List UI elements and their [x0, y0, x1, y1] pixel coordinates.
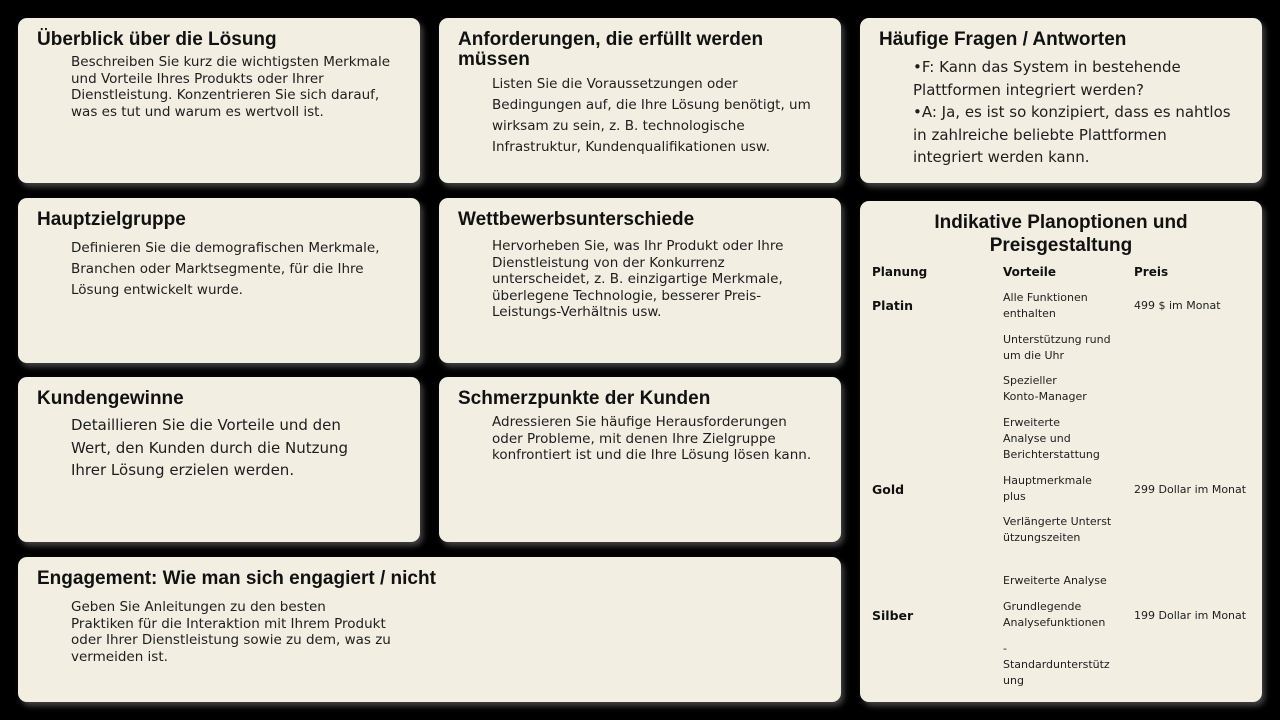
faq-body	[913, 56, 1238, 169]
plan-price-silber: 199 Dollar im Monat	[1134, 609, 1247, 622]
engagement-card	[18, 557, 841, 702]
pains-title: Schmerzpunkte der Kunden	[458, 388, 711, 409]
plan-benefit: Alle Funktionen enthalten	[1003, 291, 1088, 320]
pains-card	[439, 377, 841, 542]
gains-body: Detaillieren Sie die Vorteile und den Wert, den Kunden durch die Nutzung Ihrer Lösung erzielen werden.	[71, 416, 349, 479]
pricing-card	[860, 201, 1262, 702]
overview-body: Beschreiben Sie kurz die wichtigsten Merkmale und Vorteile Ihres Produkts oder Ihrer Dienstleistung. Konzentrieren Sie sich darauf, was es tut und warum es wertvoll ist.	[71, 54, 390, 120]
requirements-title: Anforderungen, die erfüllt werden müssen	[458, 29, 764, 70]
engagement-body: Geben Sie Anleitungen zu den besten Praktiken für die Interaktion mit Ihrem Produkt oder Ihrer Dienstleistung sowie zu dem, was zu vermeiden ist.	[71, 599, 391, 665]
pricing-title-line2: Preisgestaltung	[989, 235, 1133, 256]
pricing-header-benefits: Vorteile	[1003, 265, 1057, 279]
competition-card	[439, 198, 841, 363]
plan-benefit: Verlängerte Unterstützungszeiten	[1003, 515, 1112, 544]
competition-title: Wettbewerbsunterschiede	[458, 209, 695, 230]
faq-answer: •A: Ja, es ist so konzipiert, dass es nahtlos in zahlreiche beliebte Plattformen integriert werden kann.	[913, 103, 1231, 166]
pricing-header-plan: Planung	[872, 265, 928, 279]
engagement-title: Engagement: Wie man sich engagiert / nicht	[37, 568, 436, 589]
faq-title: Häufige Fragen / Antworten	[879, 29, 1127, 50]
target-body: Definieren Sie die demografischen Merkmale, Branchen oder Marktsegmente, für die Ihre Lösung entwickelt wurde.	[71, 240, 380, 298]
plan-benefit: Erweiterte Analyse und Berichterstattung	[1003, 416, 1100, 461]
pricing-title-line1: Indikative Planoptionen und	[934, 212, 1188, 233]
requirements-body: Listen Sie die Voraussetzungen oder Bedingungen auf, die Ihre Lösung benötigt, um wirksam zu sein, z. B. technologische Infrastruktur, Kundenqualifikationen usw.	[492, 76, 811, 155]
faq-question: •F: Kann das System in bestehende Plattformen integriert werden?	[913, 58, 1181, 99]
plan-benefit: Hauptmerkmale plus	[1003, 474, 1092, 503]
plan-price-gold: 299 Dollar im Monat	[1134, 483, 1247, 496]
pricing-header-price: Preis	[1134, 265, 1169, 279]
plan-benefit: Grundlegende Analysefunktionen	[1003, 600, 1106, 629]
plan-benefit: Erweiterte Analyse	[1003, 574, 1107, 587]
plan-name-silber: Silber	[872, 608, 914, 623]
competition-body: Hervorheben Sie, was Ihr Produkt oder Ihre Dienstleistung von der Konkurrenz unterscheidet, z. B. einzigartige Merkmale, überlegene Technologie, besserer Preis-Leistungs-Verhältnis usw.	[492, 238, 784, 320]
gains-card	[18, 377, 420, 542]
plan-name-platin: Platin	[872, 298, 914, 313]
plan-benefit: Unterstützung rund um die Uhr	[1003, 333, 1111, 362]
overview-card	[18, 18, 420, 183]
plan-benefit: - Standardunterstützung	[1003, 642, 1110, 687]
gains-title: Kundengewinne	[37, 388, 184, 409]
target-title: Hauptzielgruppe	[37, 209, 186, 230]
faq-card	[860, 18, 1262, 183]
plan-name-gold: Gold	[872, 482, 905, 497]
requirements-card	[439, 18, 841, 183]
plan-price-platin: 499 $ im Monat	[1134, 299, 1221, 312]
pains-body: Adressieren Sie häufige Herausforderungen oder Probleme, mit denen Ihre Zielgruppe konfrontiert ist und die Ihre Lösung lösen kann.	[492, 414, 812, 463]
plan-benefit: Spezieller Konto-Manager	[1003, 374, 1087, 403]
target-card	[18, 198, 420, 363]
overview-title: Überblick über die Lösung	[37, 29, 277, 50]
pricing-title	[860, 211, 1262, 257]
